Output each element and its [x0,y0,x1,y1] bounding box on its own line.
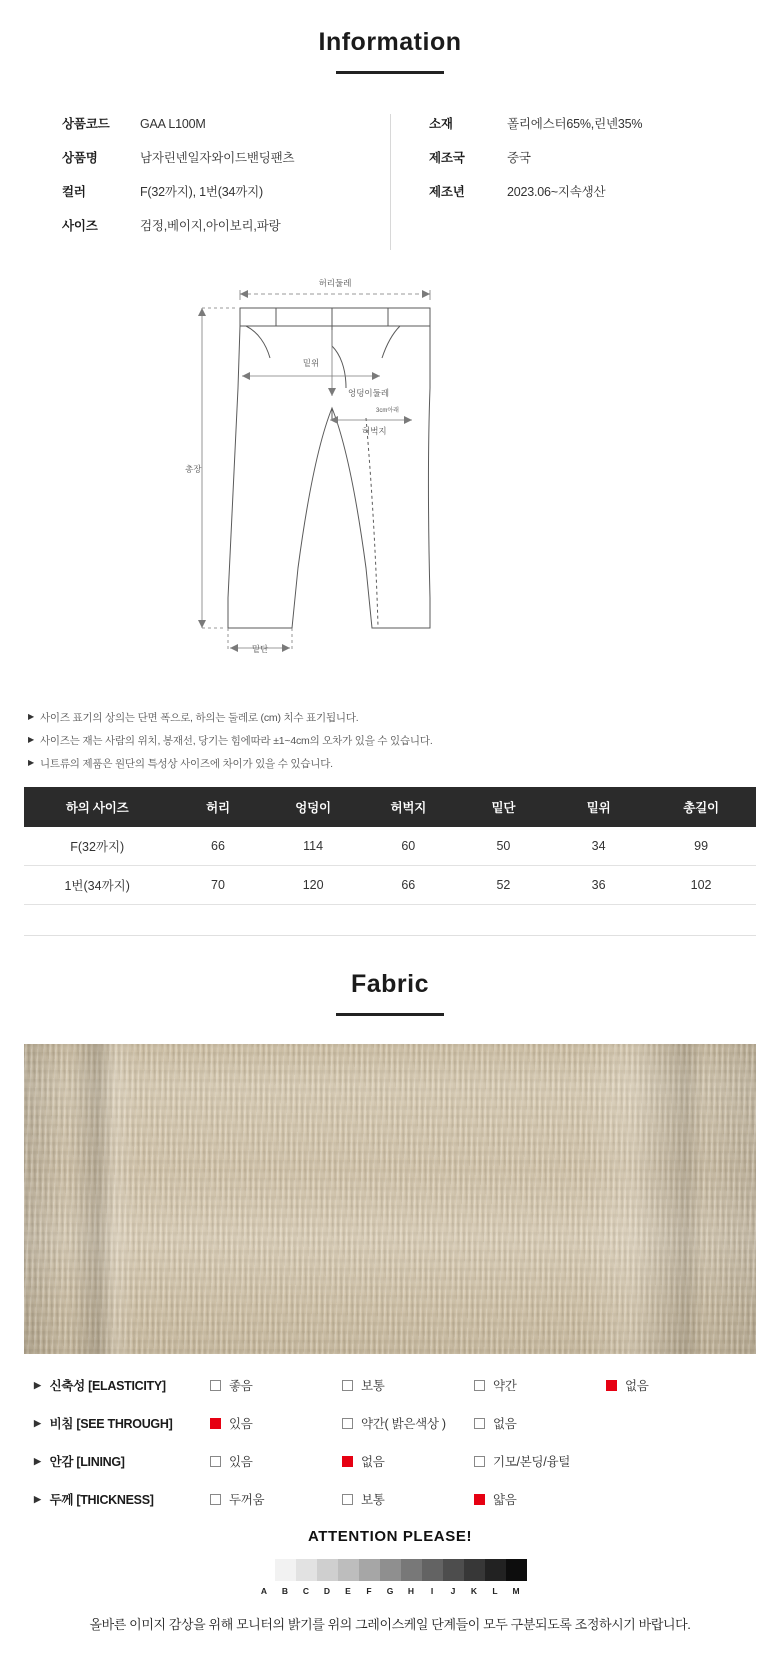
grayscale-chip [317,1559,338,1581]
property-label [34,1376,210,1394]
attention-title: ATTENTION PLEASE! [307,1528,473,1545]
column-header: 밑단 [456,787,551,827]
information-left-column [58,114,390,250]
option-elasticity-none[interactable] [606,1376,649,1394]
note-item [28,733,752,748]
table-cell: 102 [646,866,756,905]
property-row-see-through [34,1414,752,1432]
grayscale-chip [422,1559,443,1581]
option-label: 없음 [361,1455,385,1469]
column-header: 밑위 [551,787,646,827]
option-elasticity-normal[interactable] [342,1376,474,1394]
grayscale-label: M [512,1586,520,1596]
info-row [62,114,390,132]
grayscale-chip [296,1559,317,1581]
fabric-fold-right [584,1044,704,1354]
information-table [0,114,780,250]
triangle-icon: ▶ [28,735,34,744]
option-label: 두꺼움 [229,1493,265,1507]
size-table [24,787,756,905]
table-cell: 66 [170,827,265,866]
checkbox-icon[interactable] [210,1380,221,1391]
grayscale-chip [380,1559,401,1581]
grayscale-label: D [323,1586,331,1596]
diagram-label-thigh-sub: 3cm아래 [376,408,399,414]
table-header-row [24,787,756,827]
option-lining-fleece[interactable] [474,1452,570,1470]
checkbox-icon[interactable] [474,1380,485,1391]
checkbox-icon[interactable] [474,1418,485,1429]
grayscale-label: L [492,1586,498,1596]
triangle-icon: ▶ [28,712,34,721]
grayscale-label: B [281,1586,289,1596]
table-cell: 36 [551,866,646,905]
table-cell: 70 [170,866,265,905]
grayscale-label: G [386,1586,394,1596]
property-label [34,1414,210,1432]
fabric-properties [0,1354,780,1508]
grayscale-label: K [470,1586,478,1596]
size-table-body [24,827,756,905]
option-lining-yes[interactable] [210,1452,342,1470]
property-name-text: 신축성 [ELASTICITY] [49,1379,166,1393]
fabric-title: Fabric [350,970,430,998]
info-value: 남자린넨일자와이드밴딩팬츠 [140,151,295,165]
diagram-label-thigh: 허벅지 [362,426,387,436]
info-value: 검정,베이지,아이보리,파랑 [140,219,281,233]
table-cell: 120 [266,866,361,905]
option-see-through-yes[interactable] [210,1414,342,1432]
grayscale-label: H [407,1586,415,1596]
diagram-label-waist: 허리둘레 [318,278,352,288]
info-row [62,148,390,166]
option-thickness-thin[interactable] [474,1490,517,1508]
table-cell: 34 [551,827,646,866]
info-label: 제조국 [429,151,465,165]
note-text: 사이즈는 재는 사람의 위치, 봉재선, 당기는 힘에따라 ±1~4cm의 오차가 있을 수 있습니다. [39,735,433,747]
checkbox-icon[interactable] [342,1456,353,1467]
info-row [429,148,722,166]
option-lining-none[interactable] [342,1452,474,1470]
diagram-label-hem: 밑단 [251,644,269,654]
table-cell: 99 [646,827,756,866]
diagram-label-total-length: 총장 [185,464,202,474]
checkbox-icon[interactable] [210,1494,221,1505]
table-cell: 66 [361,866,456,905]
note-text: 사이즈 표기의 상의는 단면 폭으로, 하의는 둘레로 (cm) 치수 표기됩니다. [39,712,359,724]
option-label: 보통 [361,1379,385,1393]
option-label: 없음 [493,1417,517,1431]
table-cell: F(32까지) [24,827,170,866]
info-row [62,216,390,234]
option-elasticity-good[interactable] [210,1376,342,1394]
option-label: 있음 [229,1455,253,1469]
option-elasticity-slight[interactable] [474,1376,606,1394]
grayscale-chip [254,1559,275,1581]
property-options [210,1490,752,1508]
info-label: 제조년 [429,185,465,199]
information-right-column [390,114,722,250]
grayscale-label: E [345,1586,351,1596]
property-name-text: 안감 [LINING] [49,1455,125,1469]
option-label: 좋음 [229,1379,253,1393]
grayscale-labels [0,1586,780,1596]
info-value: 중국 [507,151,531,165]
size-notes [0,696,780,771]
info-value: 폴리에스터65%,린넨35% [507,117,643,131]
property-row-thickness [34,1490,752,1508]
info-value: F(32까지), 1번(34까지) [140,185,263,199]
option-label: 얇음 [493,1493,517,1507]
grayscale-chip [464,1559,485,1581]
option-see-through-slight[interactable] [342,1414,474,1432]
table-row [24,866,756,905]
grayscale-label: I [430,1586,434,1596]
option-label: 보통 [361,1493,385,1507]
option-see-through-none[interactable] [474,1414,517,1432]
grayscale-label: C [302,1586,310,1596]
triangle-icon: ▶ [28,758,34,767]
grayscale-label: J [450,1586,456,1596]
grayscale-bar [0,1559,780,1581]
column-header: 총길이 [646,787,756,827]
grayscale-chip [359,1559,380,1581]
info-row [429,182,722,200]
checkbox-icon[interactable] [210,1418,221,1429]
grayscale-chip [275,1559,296,1581]
column-header: 허벅지 [361,787,456,827]
option-thickness-normal[interactable] [342,1490,474,1508]
property-options [210,1452,752,1470]
size-table-wrapper [0,779,780,905]
note-text: 니트류의 제품은 원단의 특성상 사이즈에 차이가 있을 수 있습니다. [39,758,333,770]
table-row [24,827,756,866]
option-label: 기모/본딩/융털 [493,1455,570,1469]
option-thickness-thick[interactable] [210,1490,342,1508]
info-label: 소재 [429,117,453,131]
info-value: GAA L100M [140,117,206,131]
checkbox-icon[interactable] [606,1380,617,1391]
grayscale-chip [401,1559,422,1581]
info-label: 사이즈 [62,219,98,233]
checkbox-icon[interactable] [342,1418,353,1429]
checkbox-icon[interactable] [342,1380,353,1391]
information-title-rule [336,71,444,74]
option-label: 없음 [625,1379,649,1393]
info-label: 상품명 [62,151,98,165]
option-label: 약간( 밝은색상 ) [361,1417,446,1431]
fabric-photo [24,1044,756,1354]
column-header: 허리 [170,787,265,827]
diagram-label-hip: 엉덩이둘레 [348,388,390,398]
checkbox-icon[interactable] [474,1494,485,1505]
attention-note: 올바른 이미지 감상을 위해 모니터의 밝기를 위의 그레이스케일 단계들이 모두 구분되도록 조정하시기 바랍니다. [89,1617,691,1632]
column-header: 하의 사이즈 [24,787,170,827]
grayscale-chip [443,1559,464,1581]
diagram-label-rise: 밑위 [302,358,320,368]
grayscale-chip [506,1559,527,1581]
table-cell: 114 [266,827,361,866]
note-item [28,756,752,771]
grayscale-chip [485,1559,506,1581]
property-options [210,1414,752,1432]
checkbox-icon[interactable] [342,1494,353,1505]
info-label: 상품코드 [62,117,110,131]
information-title: Information [318,28,462,56]
info-row [429,114,722,132]
grayscale-label: F [366,1586,372,1596]
info-value: 2023.06~지속생산 [507,185,606,199]
triangle-icon: ▶ [34,1493,41,1504]
option-label: 약간 [493,1379,517,1393]
info-label: 컬러 [62,185,86,199]
measurement-diagram [0,268,780,688]
fabric-title-rule [336,1013,444,1016]
grayscale-chip [338,1559,359,1581]
triangle-icon: ▶ [34,1455,41,1466]
note-item [28,710,752,725]
grayscale-label: A [260,1586,268,1596]
triangle-icon: ▶ [34,1417,41,1428]
attention-section [0,1528,780,1659]
triangle-icon: ▶ [34,1379,41,1390]
property-label [34,1452,210,1470]
column-header: 엉덩이 [266,787,361,827]
property-row-elasticity [34,1376,752,1394]
property-row-lining [34,1452,752,1470]
size-table-head [24,787,756,827]
property-label [34,1490,210,1508]
property-name-text: 비침 [SEE THROUGH] [49,1417,173,1431]
info-row [62,182,390,200]
property-name-text: 두께 [THICKNESS] [49,1493,154,1507]
table-cell: 52 [456,866,551,905]
option-label: 있음 [229,1417,253,1431]
table-cell: 50 [456,827,551,866]
table-cell: 60 [361,827,456,866]
property-options [210,1376,752,1394]
checkbox-icon[interactable] [474,1456,485,1467]
table-cell: 1번(34까지) [24,866,170,905]
checkbox-icon[interactable] [210,1456,221,1467]
fabric-fold-left [66,1044,136,1354]
